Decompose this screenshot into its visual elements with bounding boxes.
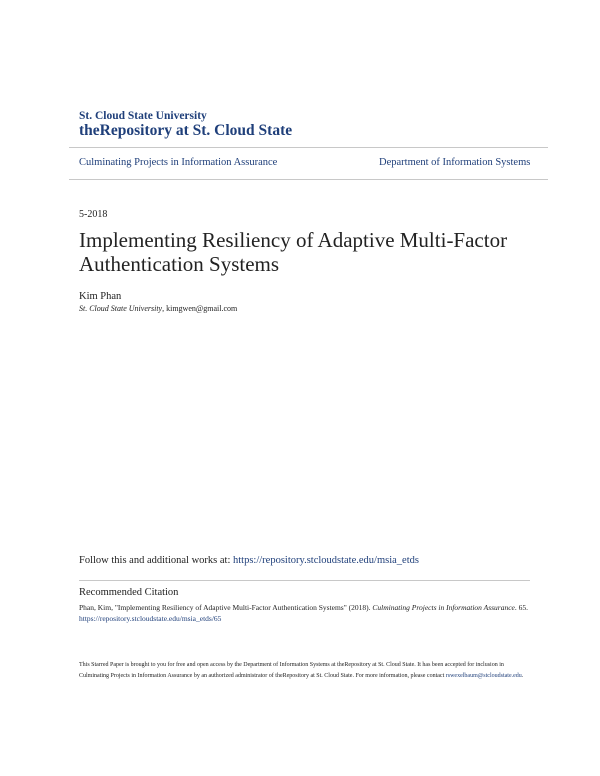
repository-name[interactable]: theRepository at St. Cloud State <box>79 122 293 139</box>
affiliation-text: St. Cloud State University <box>79 304 163 313</box>
access-notice-text: This Starred Paper is brought to you for free and open access by the Department of Information Systems at theRepository at St. Cloud State. It has been accepted for inclusion in Culminating Projects in Information Assurance by an authorized administrator of theRepository at St. Cloud State. For more information, please contact <box>79 662 504 679</box>
access-notice-end: . <box>521 672 524 679</box>
citation-text <box>79 603 529 624</box>
divider-bottom <box>69 179 548 180</box>
author-affiliation <box>79 304 237 313</box>
divider-top <box>69 147 548 148</box>
follow-line <box>79 555 419 566</box>
collection-url-link[interactable]: https://repository.stcloudstate.edu/msia_etds <box>233 555 419 566</box>
citation-url-link[interactable]: https://repository.stcloudstate.edu/msia_etds/65 <box>79 613 222 623</box>
department-link[interactable]: Department of Information Systems <box>379 157 531 168</box>
citation-pre: Phan, Kim, "Implementing Resiliency of Adaptive Multi-Factor Authentication Systems" (2018). <box>79 603 373 612</box>
affiliation-separator: , <box>162 304 167 313</box>
citation-heading: Recommended Citation <box>79 587 179 598</box>
access-notice <box>79 660 529 681</box>
contact-email-link[interactable]: rswexelbaum@stcloudstate.edu <box>445 672 522 679</box>
citation-divider <box>79 580 530 581</box>
citation-number: . 65. <box>514 603 529 612</box>
follow-text: Follow this and additional works at: <box>79 555 233 566</box>
collection-link[interactable]: Culminating Projects in Information Assurance <box>79 157 278 168</box>
citation-series: Culminating Projects in Information Assurance <box>372 603 515 612</box>
author-email: kimgwen@gmail.com <box>166 304 238 313</box>
publication-date: 5-2018 <box>79 209 108 220</box>
paper-title: Implementing Resiliency of Adaptive Multi-Factor Authentication Systems <box>79 228 508 276</box>
university-name: St. Cloud State University <box>79 110 207 122</box>
author-name: Kim Phan <box>79 291 122 302</box>
